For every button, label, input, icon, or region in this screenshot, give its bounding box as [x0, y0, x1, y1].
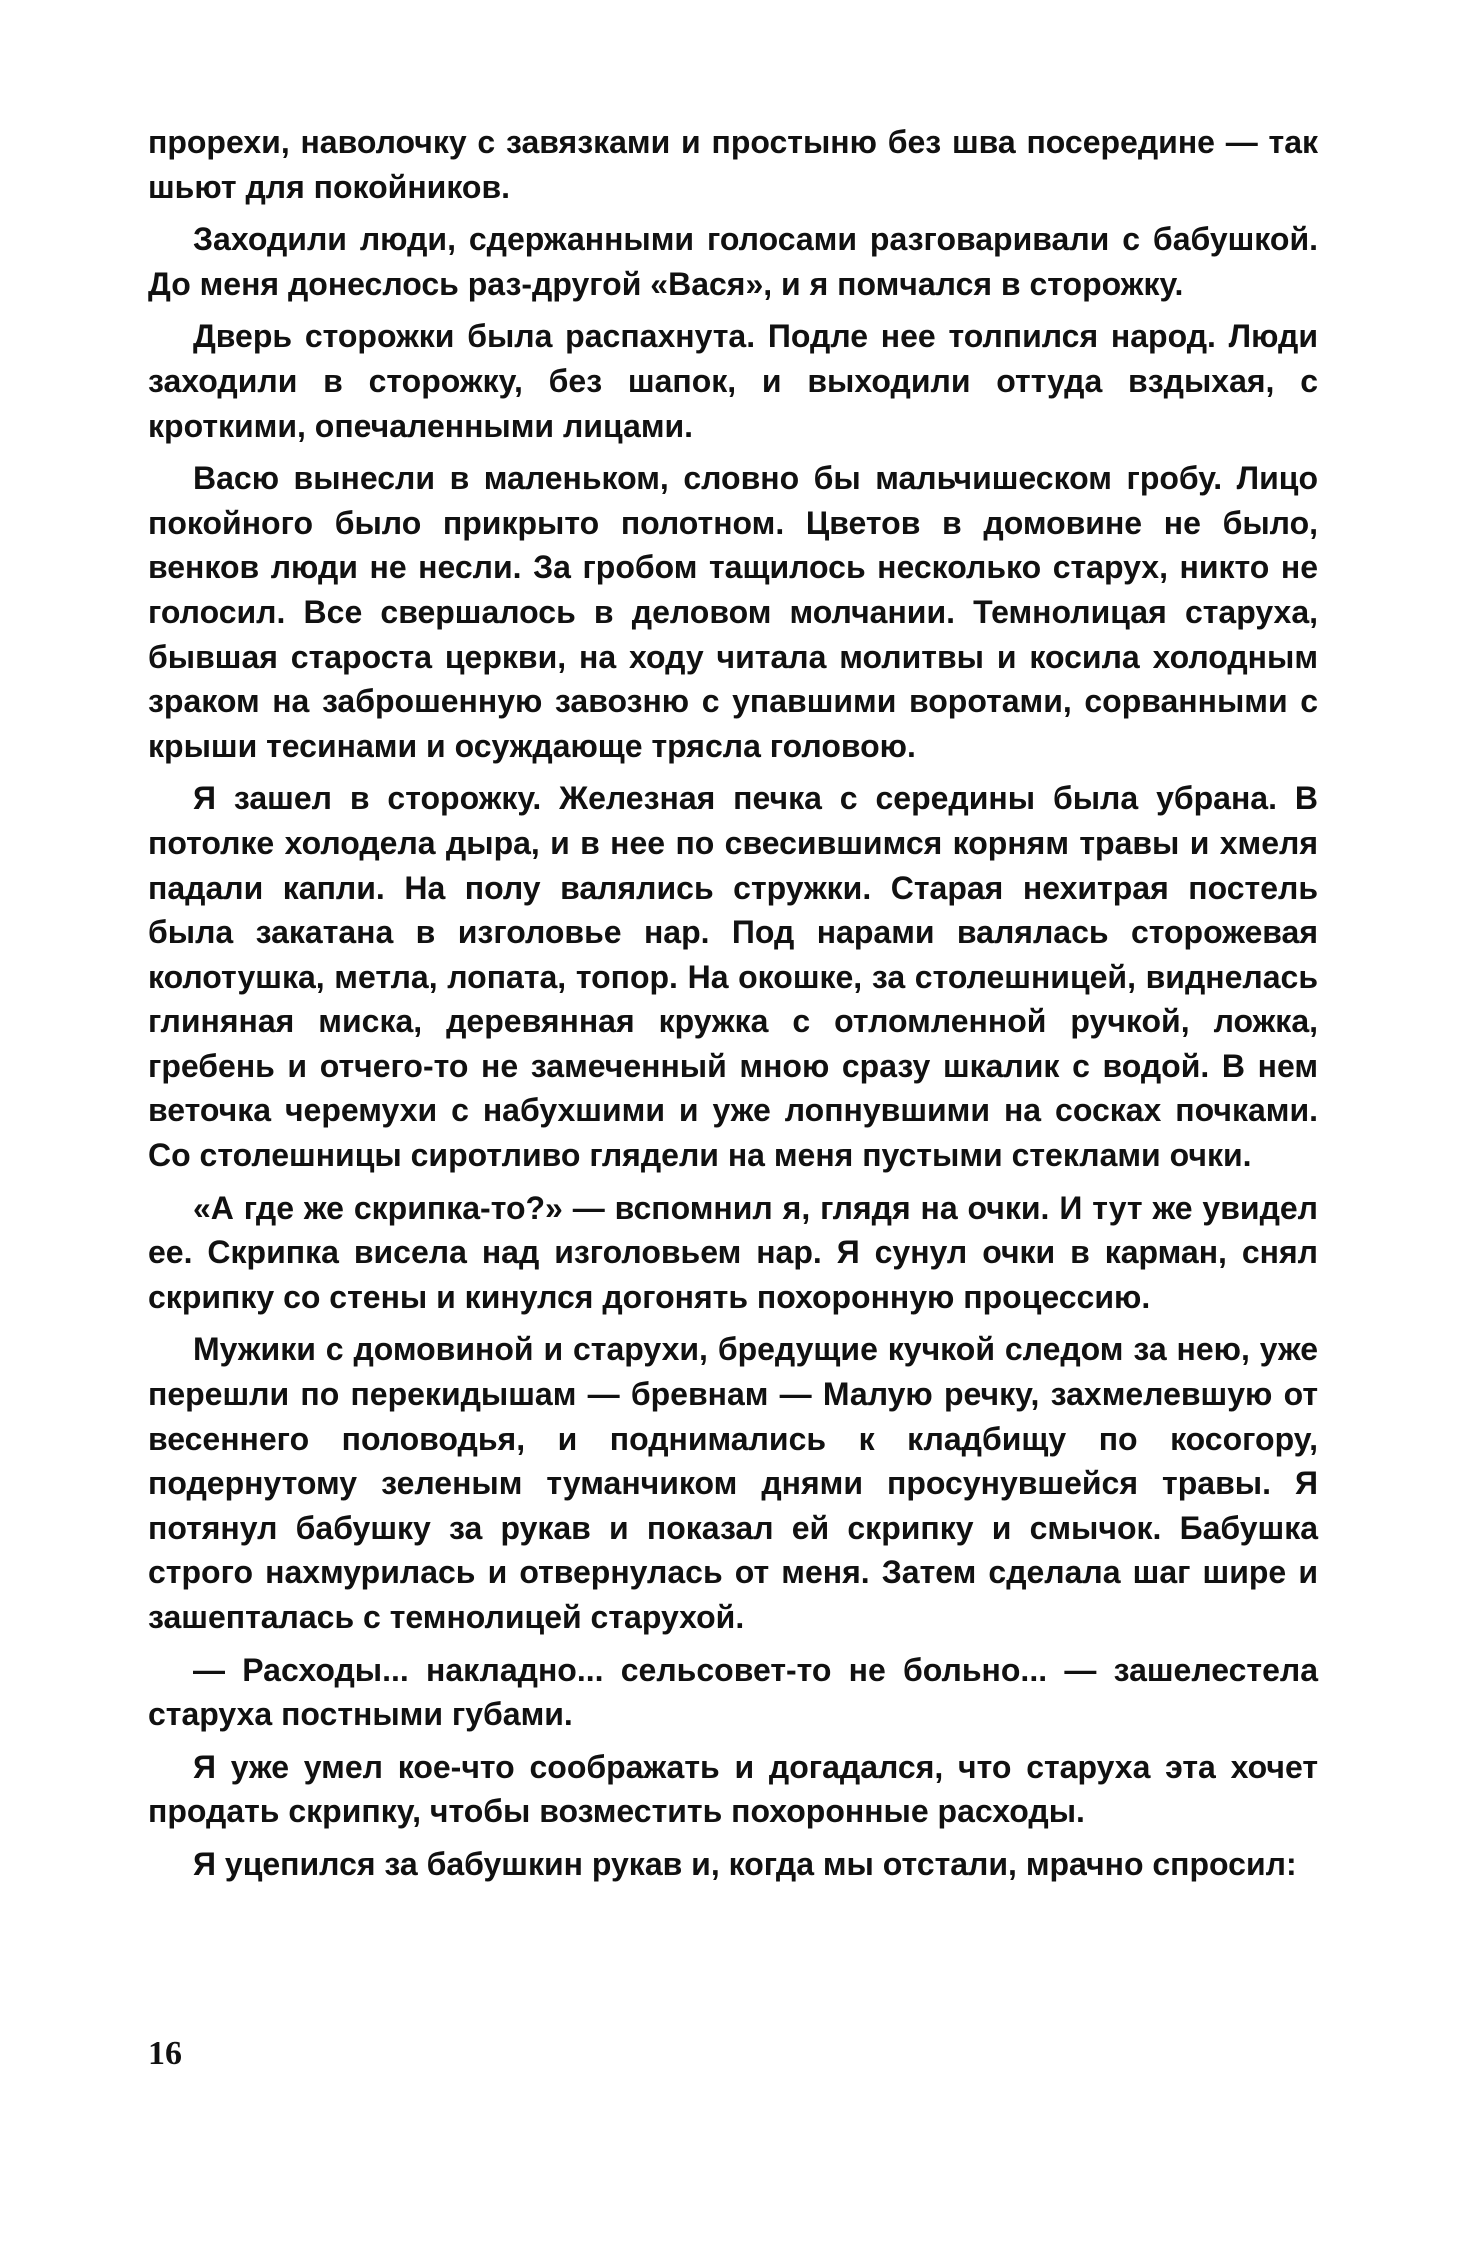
paragraph-4: Васю вынесли в маленьком, словно бы мальчишеском гробу. Лицо покойного было прикрыто полотном. Цветов в домовине не было, венков люди не несли. За гробом тащилось несколько старух, никто не голосил. Все свершалось в деловом молчании. Темнолицая старуха, бывшая староста церкви, на ходу читала молитвы и косила холодным зраком на заброшенную завозню с упавшими воротами, сорванными с крыши тесинами и осуждающе трясла головою.: [148, 460, 1318, 764]
paragraph-6: «А где же скрипка-то?» — вспомнил я, глядя на очки. И тут же увидел ее. Скрипка висела над изголовьем нар. Я сунул очки в карман, снял скрипку со стены и кинулся догонять похоронную процессию.: [148, 1189, 1318, 1315]
paragraph-2: Заходили люди, сдержанными голосами разговаривали с бабушкой. До меня донеслось раз-другой «Вася», и я помчался в сторожку.: [148, 221, 1318, 302]
page-text: [148, 120, 1318, 1895]
paragraph-5: Я зашел в сторожку. Железная печка с середины была убрана. В потолке холодела дыра, и в нее по свесившимся корням травы и хмеля падали капли. На полу валялись стружки. Старая нехитрая постель была закатана в изголовье нар. Под нарами валялась сторожевая колотушка, метла, лопата, топор. На окошке, за столешницей, виднелась глиняная миска, деревянная кружка с отломленной ручкой, ложка, гребень и отчего-то не замеченный мною сразу шкалик с водой. В нем веточка черемухи с набухшими и уже лопнувшими на сосках почками. Со столешницы сиротливо глядели на меня пустыми стеклами очки.: [148, 780, 1318, 1174]
paragraph-1: прорехи, наволочку с завязками и простыню без шва посередине — так шьют для покойников.: [148, 124, 1318, 205]
page-number: 16: [148, 2035, 182, 2072]
paragraph-3: Дверь сторожки была распахнута. Подле нее толпился народ. Люди заходили в сторожку, без шапок, и выходили оттуда вздыхая, с кроткими, опечаленными лицами.: [148, 318, 1318, 444]
paragraph-9: Я уже умел кое-что соображать и догадался, что старуха эта хочет продать скрипку, чтобы возместить похоронные расходы.: [148, 1748, 1318, 1830]
paragraph-8: — Расходы... накладно... сельсовет-то не больно... — зашелестела старуха постными губами.: [148, 1651, 1318, 1733]
paragraph-10: Я уцепился за бабушкин рукав и, когда мы отстали, мрачно спросил:: [193, 1845, 1297, 1882]
paragraph-7: Мужики с домовиной и старухи, бредущие кучкой следом за нею, уже перешли по перекидышам — бревнам — Малую речку, захмелевшую от весеннего половодья, и поднимались к кладбищу по косогору, подернутому зеленым туманчиком днями просунувшейся травы. Я потянул бабушку за рукав и показал ей скрипку и смычок. Бабушка строго нахмурилась и отвернулась от меня. Затем сделала шаг шире и зашепталась с темнолицей старухой.: [148, 1331, 1318, 1635]
